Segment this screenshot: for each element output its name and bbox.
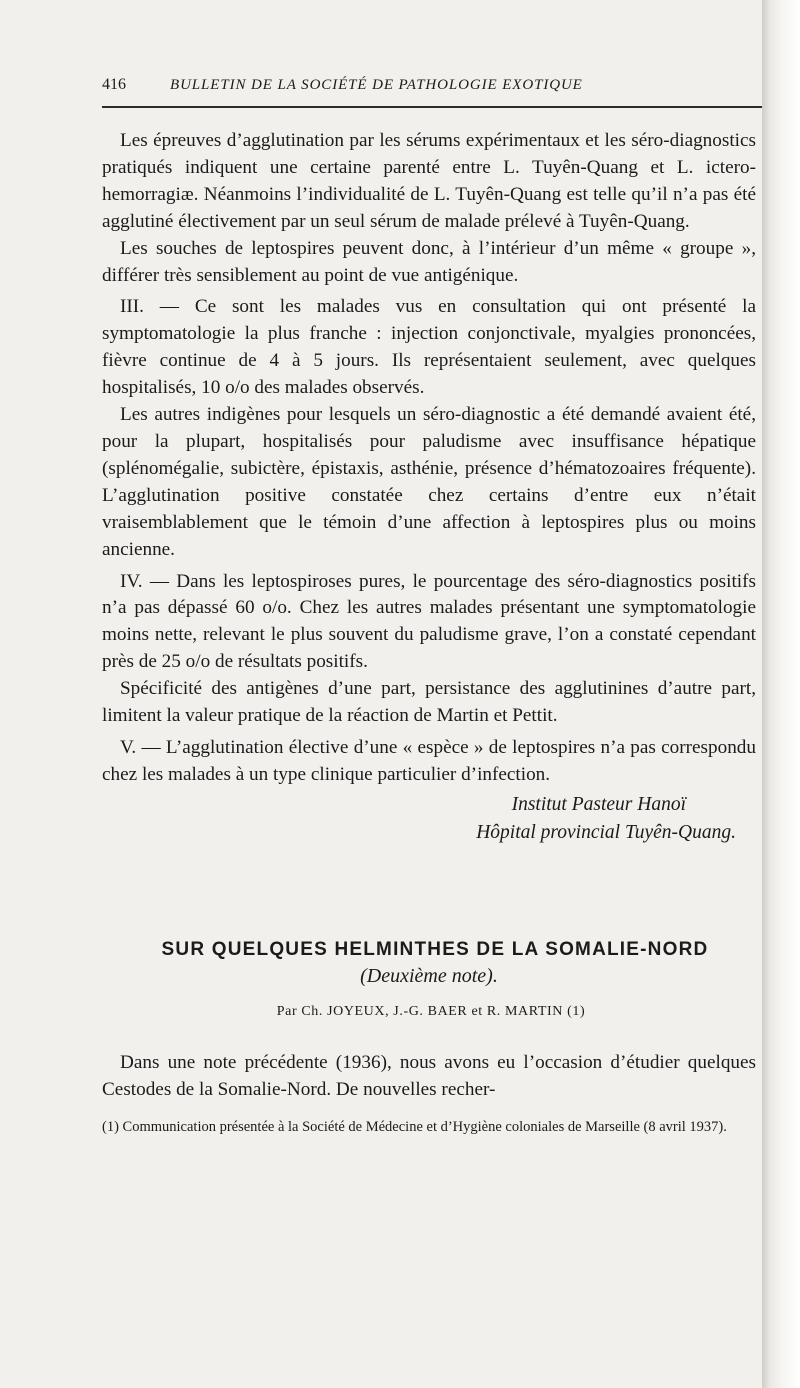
paragraph-parente: Les épreuves d’agglutination par les sérums expérimentaux et les séro-diagnostics pratiqués indiquent une certaine parenté entre L. Tuyên-Quang et L. ictero-hemorragiæ. Néanmoins l’individualité de L. Tuyên-Quang est telle qu’il n’a pas été agglutiné électivement par un seul sérum de malade prélevé à Tuyên-Quang. xyxy=(102,130,756,232)
paragraph-section-v: V. — L’agglutination élective d’une « espèce » de leptospires n’a pas correspondu chez les malades à un type clinique particulier d’infection. xyxy=(102,736,756,785)
paragraph-specificite: Spécificité des antigènes d’une part, persistance des agglutinines d’autre part, limitent la valeur pratique de la réaction de Martin et Pettit. xyxy=(102,678,756,727)
paragraph-souches: Les souches de leptospires peuvent donc, à l’intérieur d’un même « groupe », différer très sensiblement au point de vue antigénique. xyxy=(102,237,756,286)
signature-block xyxy=(102,791,756,847)
page-edge-shadow xyxy=(762,0,800,1388)
article-subtitle: (Deuxième note). xyxy=(360,964,498,987)
footnote: (1) Communication présentée à la Société de Médecine et d’Hygiène coloniales de Marseille (8 avril 1937). xyxy=(102,1118,727,1135)
article-authors: Par Ch. JOYEUX, J.-G. BAER et R. MARTIN (1) xyxy=(276,1003,586,1019)
signature-hopital: Hôpital provincial Tuyên-Quang. xyxy=(476,821,736,843)
article-first-paragraph: Dans une note précédente (1936), nous avons eu l’occasion d’étudier quelques Cestodes de la Somalie-Nord. De nouvelles recher- xyxy=(102,1051,756,1100)
journal-title: BULLETIN DE LA SOCIÉTÉ DE PATHOLOGIE EXOTIQUE xyxy=(170,77,583,93)
paragraph-indigenes: Les autres indigènes pour lesquels un séro-diagnostic a été demandé avaient été, pour la plupart, hospitalisés pour paludisme avec insuffisance hépatique (splénomégalie, subictère, épistaxis, asthénie, présence d’hématozoaires fréquente). L’agglutination positive constatée chez certains d’entre eux n’était vraisemblablement que le témoin d’une affection à leptospires plus ou moins ancienne. xyxy=(102,404,756,560)
page-number: 416 xyxy=(102,76,126,93)
paragraph-section-iii: III. — Ce sont les malades vus en consultation qui ont présenté la symptomatologie la plus franche : injection conjonctivale, myalgies prononcées, fièvre continue de 4 à 5 jours. Ils représentaient seulement, avec quelques hospitalisés, 10 o/o des malades observés. xyxy=(102,296,756,399)
article-title: SUR QUELQUES HELMINTHES DE LA SOMALIE-NORD xyxy=(161,938,709,960)
running-head xyxy=(102,70,756,104)
paragraph-section-iv: IV. — Dans les leptospiroses pures, le pourcentage des séro-diagnostics positifs n’a pas dépassé 60 o/o. Chez les autres malades présentant une symptomatologie moins nette, relevant le plus souvent du paludisme grave, l’on a constaté cependant près de 25 o/o de résultats positifs. xyxy=(102,570,756,673)
header-rule xyxy=(102,106,762,108)
signature-institut: Institut Pasteur Hanoï xyxy=(511,793,686,815)
page-content xyxy=(102,70,756,1150)
